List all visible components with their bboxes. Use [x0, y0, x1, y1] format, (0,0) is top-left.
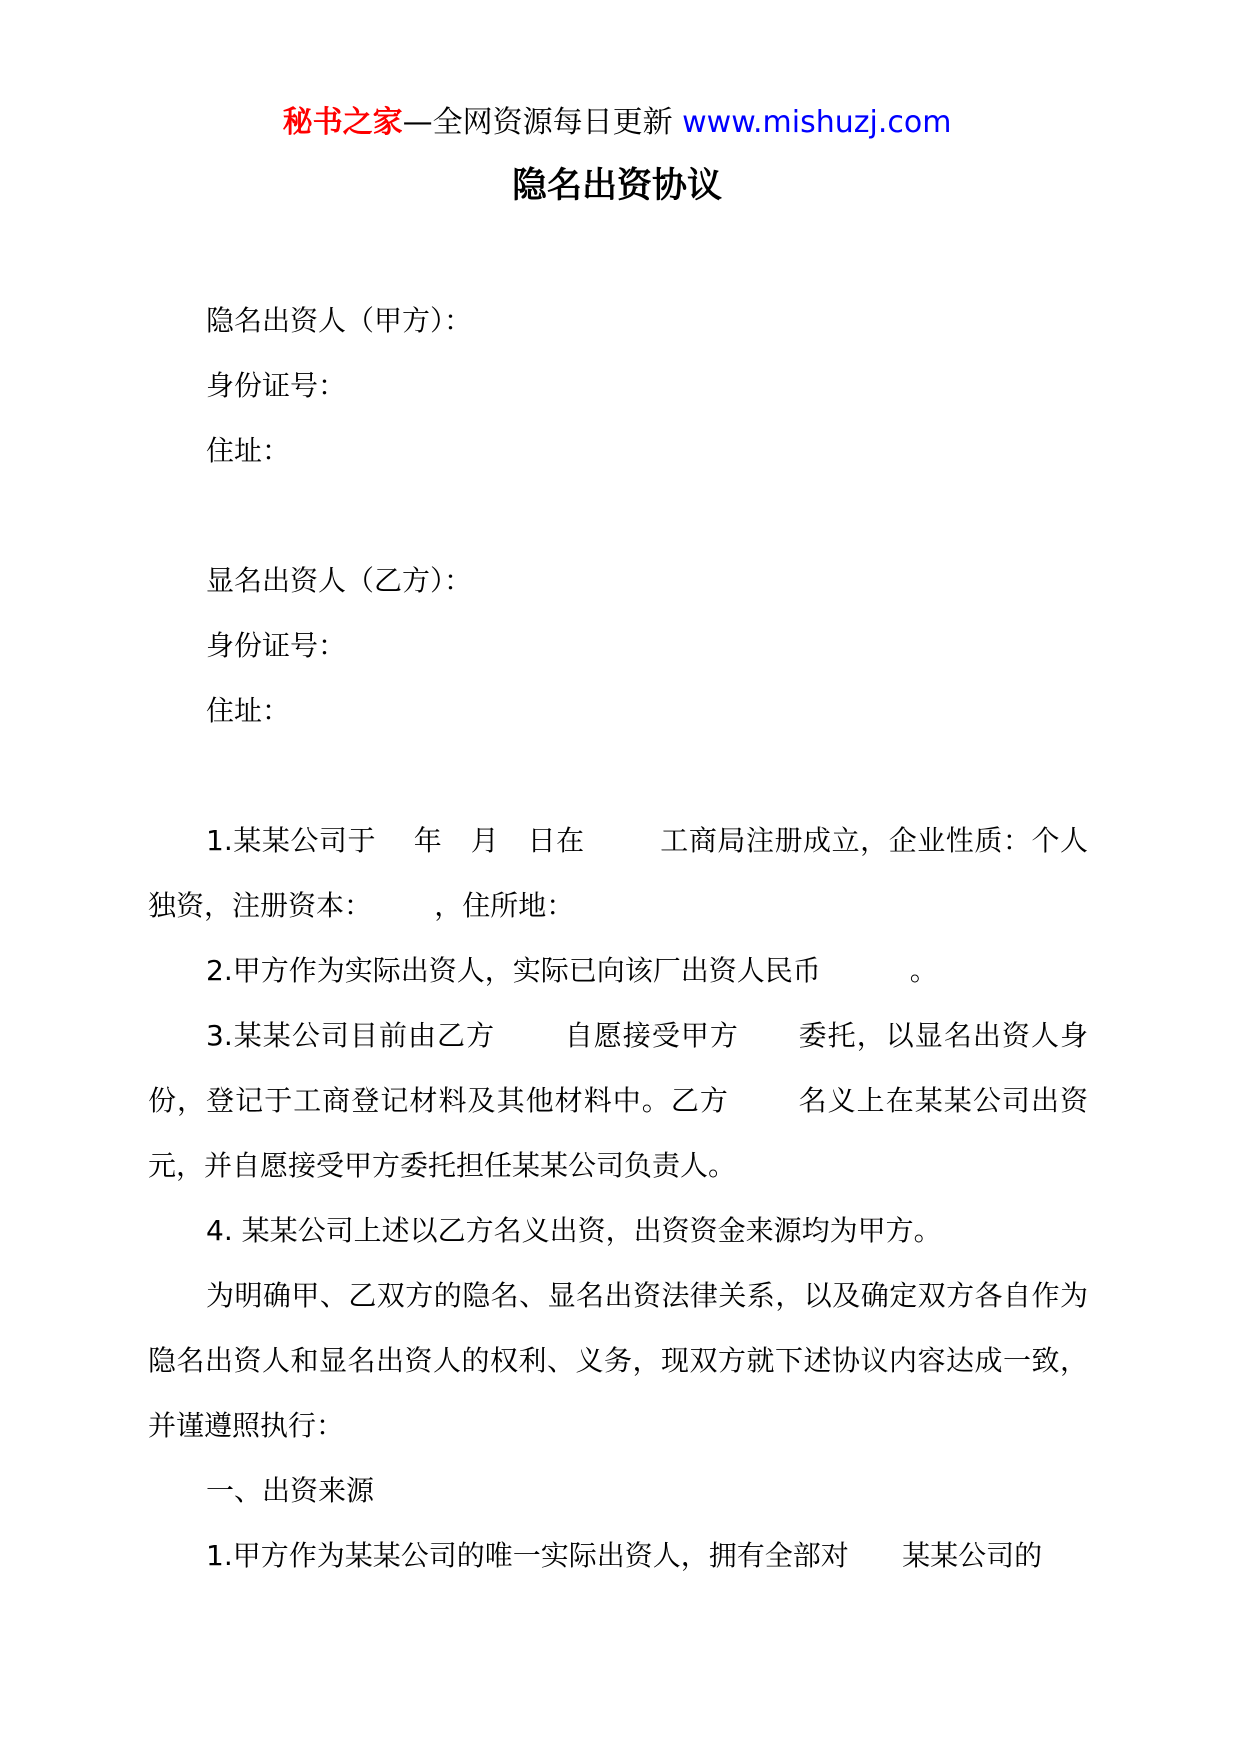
- blank-line: [148, 743, 1088, 808]
- paragraph-capital-contribution: 2.甲方作为实际出资人，实际已向该厂出资人民币 。: [206, 954, 938, 987]
- blank-line: [148, 483, 1088, 548]
- party-a-id-label: 身份证号：: [206, 369, 347, 402]
- party-b-label: 显名出资人（乙方）：: [206, 564, 473, 597]
- site-brand: 秘书之家: [282, 105, 403, 140]
- party-b-address-label: 住址：: [206, 694, 291, 727]
- section-heading-funding-source: 一、出资来源: [206, 1474, 375, 1507]
- site-url-link[interactable]: www.mishuzj.com: [682, 105, 952, 140]
- paragraph-entrustment: 3.某某公司目前由乙方 自愿接受甲方 委托，以显名出资人身份，登记于工商登记材料及其他材料中。乙方 名义上在某某公司出资元，并自愿接受甲方委托担任某某公司负责人。: [148, 1019, 1088, 1182]
- document-body: [148, 288, 1088, 1588]
- document-title: 隐名出资协议: [511, 166, 722, 206]
- party-a-address-label: 住址：: [206, 434, 291, 467]
- party-b-id-label: 身份证号：: [206, 629, 347, 662]
- party-a-label: 隐名出资人（甲方）：: [206, 304, 473, 337]
- paragraph-purpose: 为明确甲、乙双方的隐名、显名出资法律关系，以及确定双方各自作为隐名出资人和显名出资人的权利、义务，现双方就下述协议内容达成一致，并谨遵照执行：: [148, 1279, 1088, 1442]
- site-slogan: —全网资源每日更新: [402, 105, 683, 140]
- site-header: [0, 100, 1234, 146]
- paragraph-sole-contributor: 1.甲方作为某某公司的唯一实际出资人，拥有全部对 某某公司的: [206, 1539, 1043, 1572]
- paragraph-funding-source: 4. 某某公司上述以乙方名义出资，出资资金来源均为甲方。: [206, 1214, 942, 1247]
- paragraph-company-registration: 1.某某公司于 年 月 日在 工商局注册成立，企业性质：个人独资，注册资本： ，住所地：: [148, 824, 1088, 922]
